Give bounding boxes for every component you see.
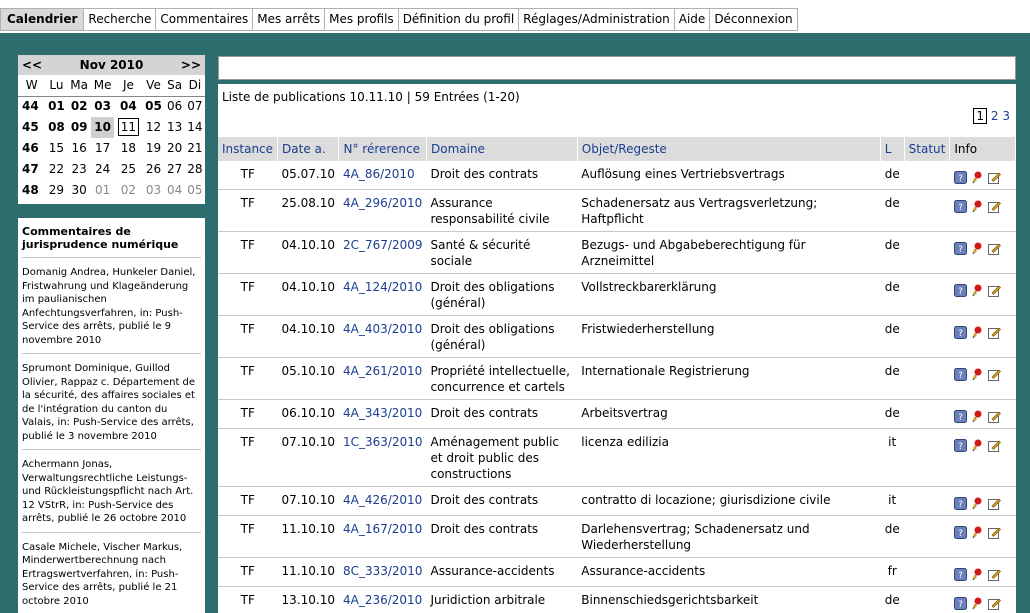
reference-link[interactable]: 4A_261/2010 [342, 364, 423, 378]
tab-mes-profils[interactable]: Mes profils [325, 8, 399, 31]
info-icon[interactable] [954, 200, 967, 213]
info-icon[interactable] [954, 284, 967, 297]
pin-icon[interactable] [971, 200, 984, 213]
calendar-day[interactable]: 29 [48, 183, 65, 197]
reference-cell [339, 558, 427, 587]
info-cell [950, 587, 1016, 613]
info-icon[interactable] [954, 568, 967, 581]
info-cell [950, 161, 1016, 190]
calendar-week [18, 117, 205, 138]
pin-icon[interactable] [971, 242, 984, 255]
domain-cell: Assurance responsabilité civile [426, 190, 577, 232]
calendar-day[interactable]: 16 [71, 141, 87, 155]
subject-cell: Darlehensvertrag; Schadenersatz und Wiederherstellung [577, 516, 880, 558]
info-icon[interactable] [954, 439, 967, 452]
reference-cell [339, 274, 427, 316]
next-month-button[interactable]: >> [180, 58, 201, 72]
note-icon[interactable] [988, 568, 1001, 581]
table-body [218, 161, 1016, 613]
list-title: Liste de publications 10.11.10 | 59 Entrées (1-20) [222, 90, 520, 104]
instance-cell: TF [218, 587, 278, 613]
info-cell [950, 358, 1016, 400]
calendar-day[interactable]: 07 [187, 99, 203, 114]
subject-cell: Arbeitsvertrag [577, 400, 880, 429]
language-cell: de [880, 232, 904, 274]
info-cell [950, 232, 1016, 274]
calendar-day[interactable]: 15 [48, 141, 65, 155]
weekday-header [18, 75, 205, 96]
weekday-label: Ma [67, 75, 90, 96]
table-row[interactable] [218, 400, 1016, 429]
calendar-day[interactable]: 03 [94, 99, 111, 114]
calendar-day[interactable]: 04 [120, 99, 137, 114]
info-cell [950, 487, 1016, 516]
subject-cell: licenza edilizia [577, 429, 880, 487]
comment-item[interactable]: Casale Michele, Vischer Markus, Minderwertberechnung nach Ertragswertverfahren, in: Push-Service des arrêts, publié le 21 octobre 2010 [22, 539, 201, 613]
week-number: 46 [22, 141, 39, 155]
calendar-day[interactable]: 14 [187, 120, 203, 134]
date-cell: 04.10.10 [278, 232, 339, 274]
instance-cell: TF [218, 161, 278, 190]
svg-text:?: ? [957, 174, 963, 184]
info-icon[interactable] [954, 597, 967, 610]
tab-commentaires[interactable]: Commentaires [156, 8, 253, 31]
date-cell: 06.10.10 [278, 400, 339, 429]
note-icon[interactable] [988, 410, 1001, 423]
note-icon[interactable] [988, 368, 1001, 381]
calendar-day[interactable]: 19 [145, 141, 162, 155]
instance-cell: TF [218, 558, 278, 587]
language-cell: de [880, 161, 904, 190]
comment-item[interactable]: Domanig Andrea, Hunkeler Daniel, Fristwahrung und Klageänderung im paulianischen Anfechtungsverfahren, in: Push-Service des arrêts, publié le 9 novembre 2010 [22, 264, 201, 354]
table-row[interactable] [218, 274, 1016, 316]
week-number: 48 [22, 183, 39, 197]
language-cell: de [880, 400, 904, 429]
pin-icon[interactable] [971, 171, 984, 184]
note-icon[interactable] [988, 597, 1001, 610]
table-row[interactable] [218, 558, 1016, 587]
calendar-day[interactable]: 01 [94, 183, 111, 197]
domain-cell: Droit des contrats [426, 400, 577, 429]
weekday-label: Sa [165, 75, 185, 96]
publications-table [218, 137, 1016, 613]
comments-panel [18, 218, 205, 613]
svg-text:?: ? [957, 500, 963, 510]
column-header-4[interactable]: Objet/Regeste [577, 137, 880, 161]
subject-cell: Bezugs- und Abgabeberechtigung für Arzneimittel [577, 232, 880, 274]
table-row[interactable] [218, 190, 1016, 232]
calendar-day[interactable]: 20 [167, 141, 183, 155]
subject-cell: contratto di locazione; giurisdizione civile [577, 487, 880, 516]
reference-cell [339, 190, 427, 232]
info-icon[interactable] [954, 497, 967, 510]
reference-link[interactable]: 4A_86/2010 [342, 167, 415, 181]
svg-text:?: ? [957, 571, 963, 581]
svg-text:?: ? [957, 287, 963, 297]
tab-bar [0, 8, 798, 31]
date-cell: 07.10.10 [278, 429, 339, 487]
pin-icon[interactable] [971, 326, 984, 339]
today-marker: 11 [118, 118, 139, 136]
instance-cell: TF [218, 400, 278, 429]
calendar-day[interactable]: 24 [94, 162, 111, 176]
date-cell: 25.08.10 [278, 190, 339, 232]
tab-recherche[interactable]: Recherche [84, 8, 156, 31]
note-icon[interactable] [988, 171, 1001, 184]
svg-text:?: ? [957, 203, 963, 213]
info-cell [950, 558, 1016, 587]
calendar-day[interactable]: 17 [94, 141, 111, 155]
calendar-day[interactable]: 09 [70, 120, 88, 134]
column-header-5[interactable]: L [880, 137, 904, 161]
language-cell: fr [880, 558, 904, 587]
instance-cell: TF [218, 316, 278, 358]
pin-icon[interactable] [971, 410, 984, 423]
reference-link[interactable]: 4A_167/2010 [342, 522, 423, 536]
info-cell [950, 400, 1016, 429]
status-cell [904, 232, 950, 274]
domain-cell: Droit des obligations (général) [426, 274, 577, 316]
calendar [18, 55, 205, 204]
reference-link[interactable]: 4A_343/2010 [342, 406, 423, 420]
table-row[interactable] [218, 587, 1016, 613]
info-icon[interactable] [954, 171, 967, 184]
prev-month-button[interactable]: << [22, 58, 43, 72]
instance-cell: TF [218, 516, 278, 558]
calendar-day[interactable]: 30 [71, 183, 87, 197]
status-cell [904, 587, 950, 613]
svg-text:?: ? [957, 529, 963, 539]
calendar-week [18, 138, 205, 159]
calendar-day[interactable]: 04 [167, 183, 183, 197]
subject-cell: Schadenersatz aus Vertragsverletzung; Haftpflicht [577, 190, 880, 232]
table-row[interactable] [218, 232, 1016, 274]
domain-cell: Santé & sécurité sociale [426, 232, 577, 274]
domain-cell: Droit des contrats [426, 516, 577, 558]
pin-icon[interactable] [971, 568, 984, 581]
calendar-day[interactable]: 23 [71, 162, 87, 176]
language-cell: de [880, 274, 904, 316]
page-2-link[interactable]: 2 [990, 109, 999, 123]
reference-cell [339, 400, 427, 429]
calendar-day[interactable]: 01 [48, 99, 65, 114]
weekday-label: Me [91, 75, 114, 96]
pin-icon[interactable] [971, 284, 984, 297]
instance-cell: TF [218, 429, 278, 487]
reference-cell [339, 429, 427, 487]
weekday-label: W [18, 75, 45, 96]
status-cell [904, 274, 950, 316]
pin-icon[interactable] [971, 597, 984, 610]
instance-cell: TF [218, 232, 278, 274]
info-icon[interactable] [954, 368, 967, 381]
tab-d-connexion[interactable]: Déconnexion [710, 8, 797, 31]
status-cell [904, 487, 950, 516]
calendar-day[interactable]: 25 [120, 162, 137, 176]
reference-cell [339, 587, 427, 613]
status-cell [904, 190, 950, 232]
info-icon[interactable] [954, 526, 967, 539]
status-cell [904, 400, 950, 429]
calendar-grid [18, 75, 205, 201]
info-cell [950, 316, 1016, 358]
status-cell [904, 429, 950, 487]
svg-text:?: ? [957, 600, 963, 610]
date-cell: 13.10.10 [278, 587, 339, 613]
weekday-label: Ve [142, 75, 164, 96]
subject-cell: Assurance-accidents [577, 558, 880, 587]
date-cell: 04.10.10 [278, 274, 339, 316]
date-cell: 05.07.10 [278, 161, 339, 190]
reference-cell [339, 516, 427, 558]
svg-text:?: ? [957, 245, 963, 255]
pager [973, 109, 1010, 123]
date-cell: 07.10.10 [278, 487, 339, 516]
reference-link[interactable]: 2C_767/2009 [342, 238, 423, 252]
note-icon[interactable] [988, 526, 1001, 539]
tab-mes-arr-ts[interactable]: Mes arrêts [253, 8, 325, 31]
table-row[interactable] [218, 316, 1016, 358]
note-icon[interactable] [988, 439, 1001, 452]
svg-text:?: ? [957, 329, 963, 339]
table-row[interactable] [218, 358, 1016, 400]
subject-cell: Internationale Registrierung [577, 358, 880, 400]
calendar-day[interactable]: 18 [120, 141, 137, 155]
info-icon[interactable] [954, 242, 967, 255]
tab-aide[interactable]: Aide [675, 8, 711, 31]
calendar-day[interactable]: 22 [48, 162, 65, 176]
reference-cell [339, 316, 427, 358]
pin-icon[interactable] [971, 368, 984, 381]
language-cell: de [880, 587, 904, 613]
pin-icon[interactable] [971, 526, 984, 539]
table-header [218, 137, 1016, 161]
domain-cell: Juridiction arbitrale [426, 587, 577, 613]
calendar-day[interactable]: 21 [187, 141, 203, 155]
language-cell: de [880, 358, 904, 400]
table-row[interactable] [218, 516, 1016, 558]
svg-text:?: ? [957, 371, 963, 381]
subject-cell: Binnenschiedsgerichtsbarkeit [577, 587, 880, 613]
note-icon[interactable] [988, 326, 1001, 339]
calendar-header [18, 55, 205, 75]
publications-panel [218, 84, 1016, 613]
instance-cell: TF [218, 190, 278, 232]
comment-item[interactable]: Achermann Jonas, Verwaltungsrechtliche Leistungs- und Rückleistungspflicht nach Art. 12 VStrR, in: Push-Service des arrêts, publié le 26 octobre 2010 [22, 456, 201, 533]
language-cell: it [880, 429, 904, 487]
weekday-label: Lu [45, 75, 67, 96]
comments-title: Commentaires de jurisprudence numérique [22, 223, 201, 258]
calendar-week [18, 159, 205, 180]
reference-link[interactable]: 4A_296/2010 [342, 196, 423, 210]
calendar-day[interactable]: 02 [120, 183, 137, 197]
date-cell: 11.10.10 [278, 558, 339, 587]
column-header-2[interactable]: N° rérerence [339, 137, 427, 161]
domain-cell: Propriété intellectuelle, concurrence et cartels [426, 358, 577, 400]
week-number: 44 [22, 99, 39, 114]
reference-link[interactable]: 4A_426/2010 [342, 493, 423, 507]
page-3-link[interactable]: 3 [1002, 109, 1010, 123]
calendar-month-title: Nov 2010 [79, 58, 144, 72]
reference-link[interactable]: 1C_363/2010 [342, 435, 423, 449]
week-number: 47 [22, 162, 39, 176]
weekday-label: Di [185, 75, 205, 96]
calendar-day[interactable]: 08 [48, 120, 65, 134]
column-header-7: Info [950, 137, 1016, 161]
comments-list [22, 264, 201, 613]
info-icon[interactable] [954, 326, 967, 339]
info-cell [950, 429, 1016, 487]
instance-cell: TF [218, 358, 278, 400]
date-cell: 05.10.10 [278, 358, 339, 400]
column-header-1[interactable]: Date a. [278, 137, 339, 161]
tab-r-glages-administration[interactable]: Réglages/Administration [519, 8, 675, 31]
note-icon[interactable] [988, 200, 1001, 213]
reference-cell [339, 161, 427, 190]
subject-cell: Auflösung eines Vertriebsvertrags [577, 161, 880, 190]
calendar-day[interactable]: 12 [145, 120, 162, 134]
language-cell: de [880, 516, 904, 558]
domain-cell: Aménagement public et droit public des constructions [426, 429, 577, 487]
status-cell [904, 161, 950, 190]
table-row[interactable] [218, 429, 1016, 487]
subject-cell: Vollstreckbarerklärung [577, 274, 880, 316]
note-icon[interactable] [988, 284, 1001, 297]
calendar-day[interactable]: 13 [167, 120, 183, 134]
reference-cell [339, 358, 427, 400]
weekday-label: Je [114, 75, 142, 96]
status-cell [904, 316, 950, 358]
column-header-6[interactable]: Statut [904, 137, 950, 161]
domain-cell: Assurance-accidents [426, 558, 577, 587]
tab-d-finition-du-profil[interactable]: Définition du profil [399, 8, 519, 31]
domain-cell: Droit des obligations (général) [426, 316, 577, 358]
reference-cell [339, 487, 427, 516]
reference-link[interactable]: 4A_403/2010 [342, 322, 423, 336]
table-row[interactable] [218, 487, 1016, 516]
calendar-day[interactable]: 03 [145, 183, 162, 197]
reference-link[interactable]: 8C_333/2010 [342, 564, 423, 578]
svg-text:?: ? [957, 442, 963, 452]
language-cell: de [880, 316, 904, 358]
calendar-day[interactable]: 26 [145, 162, 162, 176]
instance-cell: TF [218, 274, 278, 316]
status-cell [904, 516, 950, 558]
reference-link[interactable]: 4A_124/2010 [342, 280, 423, 294]
page-1-link[interactable]: 1 [973, 108, 987, 124]
tab-calendrier[interactable]: Calendrier [0, 8, 84, 31]
search-bar[interactable] [218, 56, 1016, 80]
reference-link[interactable]: 4A_236/2010 [342, 593, 423, 607]
reference-cell [339, 232, 427, 274]
info-cell [950, 516, 1016, 558]
language-cell: it [880, 487, 904, 516]
calendar-day[interactable]: 02 [70, 99, 88, 114]
calendar-week [18, 180, 205, 201]
column-header-0[interactable]: Instance [218, 137, 278, 161]
subject-cell: Fristwiederherstellung [577, 316, 880, 358]
week-number: 45 [22, 120, 39, 134]
calendar-day[interactable]: 05 [187, 183, 203, 197]
date-cell: 11.10.10 [278, 516, 339, 558]
info-cell [950, 190, 1016, 232]
status-cell [904, 358, 950, 400]
language-cell: de [880, 190, 904, 232]
note-icon[interactable] [988, 242, 1001, 255]
domain-cell: Droit des contrats [426, 487, 577, 516]
domain-cell: Droit des contrats [426, 161, 577, 190]
calendar-day[interactable]: 06 [167, 99, 183, 114]
pin-icon[interactable] [971, 497, 984, 510]
instance-cell: TF [218, 487, 278, 516]
date-cell: 04.10.10 [278, 316, 339, 358]
comment-item[interactable]: Sprumont Dominique, Guillod Olivier, Rappaz c. Département de la sécurité, des affaires sociales et de l'intégration du canton du Valais, in: Push-Service des arrêts, publié le 3 novembre 2010 [22, 360, 201, 450]
column-header-3[interactable]: Domaine [426, 137, 577, 161]
info-icon[interactable] [954, 410, 967, 423]
calendar-day[interactable]: 28 [187, 162, 203, 176]
svg-text:?: ? [957, 413, 963, 423]
status-cell [904, 558, 950, 587]
note-icon[interactable] [988, 497, 1001, 510]
top-navigation [0, 0, 1030, 33]
calendar-day[interactable] [114, 117, 142, 138]
pin-icon[interactable] [971, 439, 984, 452]
calendar-day[interactable]: 27 [167, 162, 183, 176]
calendar-week [18, 96, 205, 117]
calendar-day[interactable]: 10 [91, 117, 114, 138]
table-row[interactable] [218, 161, 1016, 190]
info-cell [950, 274, 1016, 316]
calendar-day[interactable]: 05 [145, 99, 162, 114]
